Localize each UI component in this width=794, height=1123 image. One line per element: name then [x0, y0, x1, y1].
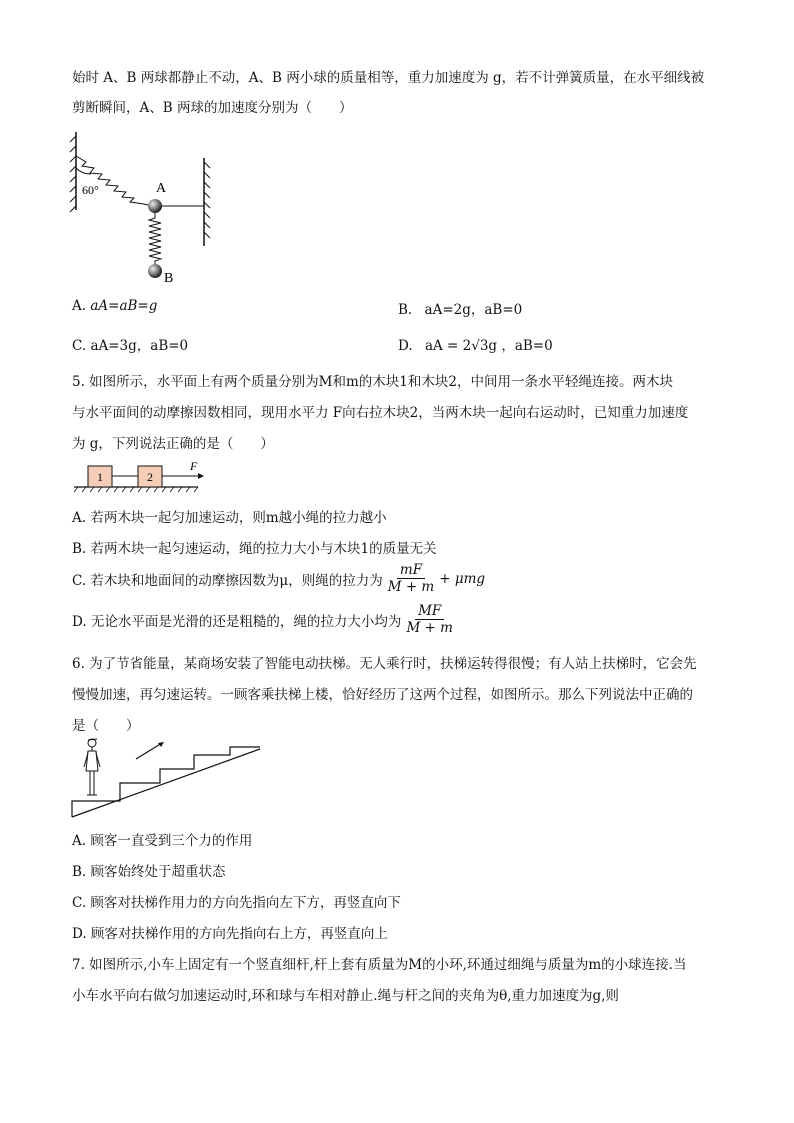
q5-blocks-figure	[70, 456, 220, 496]
q4-option-a: A. aA=aB=g	[72, 298, 158, 314]
q5-option-d: D. 无论水平面是光滑的还是粗糙的，绳的拉力大小均为 $\frac{MF}{M + m}$	[72, 603, 453, 636]
q4-option-c: C. aA=3g，aB=0	[72, 338, 189, 354]
q4-spring-figure	[66, 128, 226, 288]
q7-line1: 7. 如图所示,小车上固定有一个竖直细杆,杆上套有质量为M的小环,环通过细绳与质量为m的小球连接.当	[72, 957, 687, 973]
q6-line2: 慢慢加速，再匀速运转。一顾客乘扶梯上楼，恰好经历了这两个过程，如图所示。那么下列说法中正确的	[72, 687, 693, 703]
q6-line1: 6. 为了节省能量，某商场安装了智能电动扶梯。无人乘行时，扶梯运转得很慢；有人站上扶梯时，它会先	[72, 656, 697, 672]
q6-escalator-figure	[70, 735, 270, 823]
q6-option-c: C. 顾客对扶梯作用力的方向先指向左下方，再竖直向下	[72, 895, 401, 911]
q5-option-c: C. 若木块和地面间的动摩擦因数为μ，则绳的拉力为 $\frac{mF}{M + m}$ + μmg	[72, 562, 486, 595]
q4-label-a: A	[156, 181, 167, 196]
ball-a	[148, 199, 162, 213]
q5-line1: 5. 如图所示，水平面上有两个质量分别为M和m的木块1和木块2，中间用一条水平轻绳连接。两木块	[72, 374, 673, 390]
q4-angle-label: 60°	[82, 183, 99, 197]
block-2-label: 2	[147, 470, 153, 484]
ball-b	[148, 264, 162, 278]
q6-option-b: B. 顾客始终处于超重状态	[72, 864, 226, 880]
q6-line3: 是（ ）	[72, 718, 140, 734]
q4-line1: 始时 A、B 两球都静止不动，A、B 两小球的质量相等，重力加速度为 g，若不计弹簧质量，在水平细线被	[72, 70, 705, 86]
q4-label-b: B	[164, 271, 174, 286]
q5-option-a: A. 若两木块一起匀加速运动，则m越小绳的拉力越小	[72, 510, 387, 526]
q5-line2: 与水平面间的动摩擦因数相同，现用水平力 F向右拉木块2，当两木块一起向右运动时，已知重力加速度	[72, 405, 689, 421]
customer-figure	[84, 739, 100, 795]
q4-option-b: B. aA=2g，aB=0	[398, 302, 523, 318]
q5-line3: 为 g，下列说法正确的是（ ）	[72, 436, 274, 452]
force-label: F	[190, 459, 198, 473]
q6-option-a: A. 顾客一直受到三个力的作用	[72, 833, 253, 849]
q6-option-d: D. 顾客对扶梯作用的方向先指向右上方，再竖直向上	[72, 926, 388, 942]
q7-line2: 小车水平向右做匀加速运动时,环和球与车相对静止.绳与杆之间的夹角为θ,重力加速度为g,则	[72, 988, 619, 1004]
q4-option-d: D. aA = 2√3g ，aB=0	[398, 338, 553, 354]
q4-line2: 剪断瞬间，A、B 两球的加速度分别为（ ）	[72, 100, 353, 116]
block-1-label: 1	[97, 470, 103, 484]
q5-option-b: B. 若两木块一起匀速运动，绳的拉力大小与木块1的质量无关	[72, 541, 437, 557]
